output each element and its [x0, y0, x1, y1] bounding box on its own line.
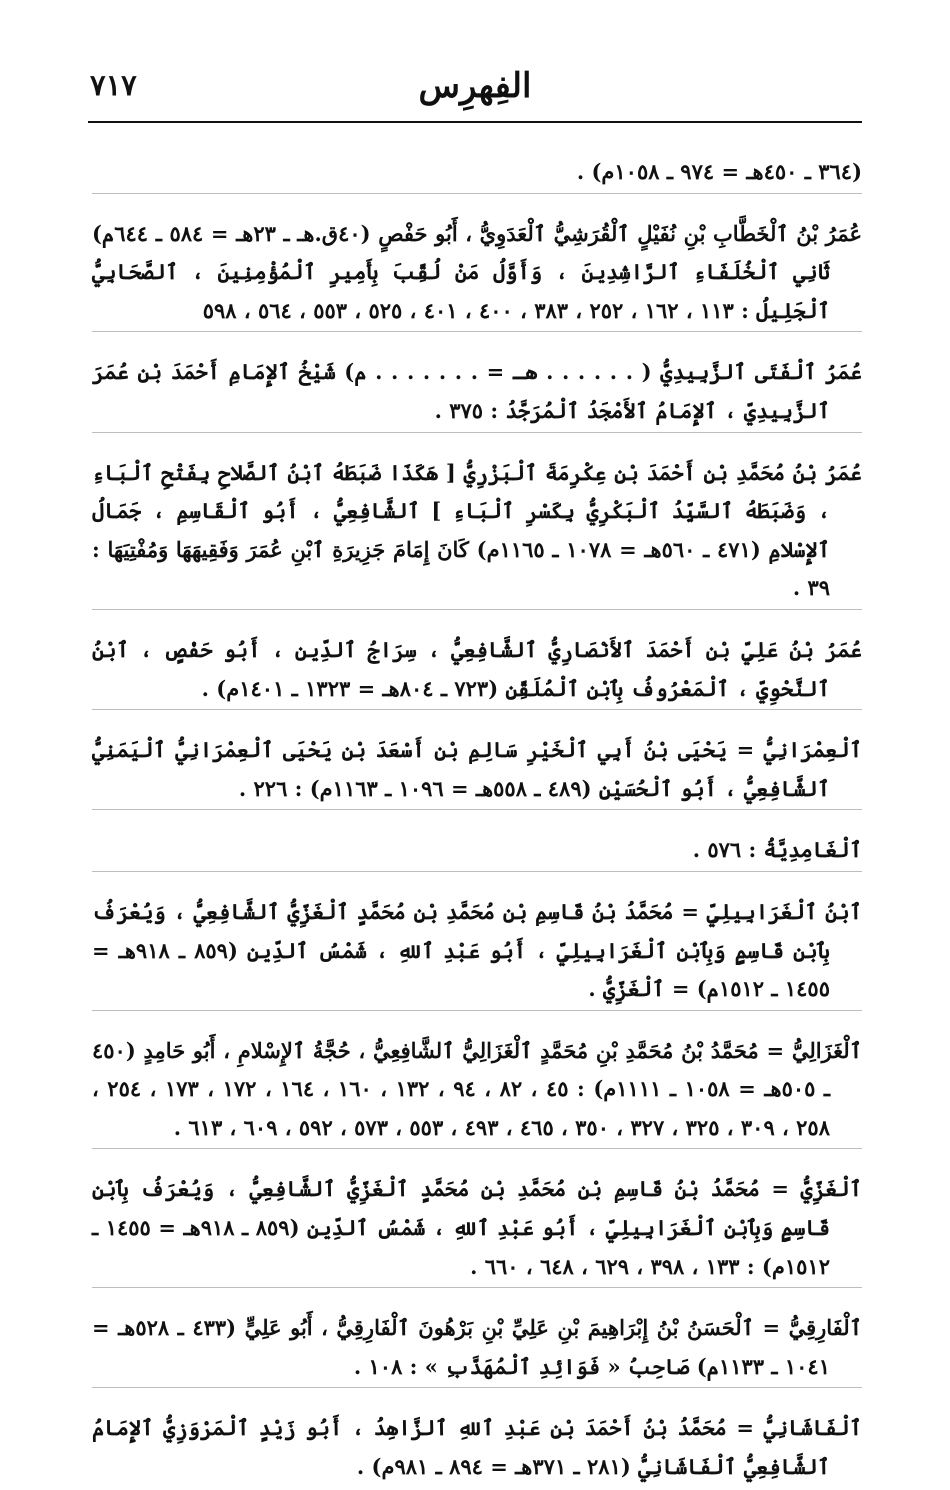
- index-entry: ٱلْغَزَالِيُّ = مُحَمَّدُ بْنُ مُحَمَّدِ بْنِ مُحَمَّدٍ ٱلْغَزَالِيُّ ٱلشَّافِعِيُّ ، حُجَّةُ ٱلإِسْلامِ ، أَبُو حَامِدٍ (٤٥٠ ـ ٥٠٥هـ = ١٠٥٨ ـ ١١١١م) : ٤٥ ، ٨٢ ، ٩٤ ، ١٣٢ ، ١٦٠ ، ١٦٤ ، ١٧٢ ، ١٧٣ ، ٢٥٤ ، ٢٥٨ ، ٣٠٩ ، ٣٢٥ ، ٣٢٧ ، ٣٥٠ ، ٤٦٥ ، ٤٩٣ ، ٥٥٣ ، ٥٧٣ ، ٥٩٢ ، ٦٠٩ ، ٦١٣ .: [92, 1032, 862, 1150]
- index-entry: عُمَرُ بْنُ ٱلْخَطَّابِ بْنِ نُفَيْلٍ ٱلْقُرَشِيُّ ٱلْعَدَوِيُّ ، أَبُو حَفْصٍ (٤٠ق.هـ ـ ٢٣هـ = ٥٨٤ ـ ٦٤٤م) ثَانِي ٱلْخُلَفَاءِ ٱلرَّاشِدِينَ ، وَأَوَّلُ مَنْ لُقِّبَ بِأَمِيرِ ٱلْمُؤْمِنِينَ ، ٱلصَّحَابِيُّ ٱلْجَلِيلُ : ١١٣ ، ١٦٢ ، ٢٥٢ ، ٣٨٣ ، ٤٠٠ ، ٤٠١ ، ٥٢٥ ، ٥٥٣ ، ٥٦٤ ، ٥٩٨: [92, 215, 862, 333]
- index-entry: ٱلْفَاشَانِيُّ = مُحَمَّدُ بْنُ أَحْمَدَ بْنِ عَبْدِ ٱللهِ ٱلزَّاهِدُ ، أَبُو زَيْدٍ ٱلْمَرْوَزِيُّ ٱلإِمَامُ ٱلشَّافِعِيُّ ٱلْفَاشَانِيُّ (٢٨١ ـ ٣٧١هـ = ٨٩٤ ـ ٩٨١م) .: [92, 1415, 862, 1480]
- index-entries: [92, 132, 862, 1490]
- page-header: [90, 58, 860, 120]
- index-entry: عُمَرُ بْنُ عَلِيِّ بْنِ أَحْمَدَ ٱلأَنْصَارِيُّ ٱلشَّافِعِيُّ ، سِرَاجُ ٱلدِّينِ ، أَبُو حَفْصٍ ، ٱبْنُ ٱلنَّحْوِيِّ ، ٱلْمَعْرُوفُ بِٱبْنِ ٱلْمُلَقِّنِ (٧٢٣ ـ ٨٠٤هـ = ١٣٢٣ ـ ١٤٠١م) .: [92, 631, 862, 710]
- page-number: ٧١٧: [90, 68, 137, 102]
- header-divider: [88, 121, 862, 123]
- index-entry: ٱلْفَارِقِيُّ = ٱلْحَسَنُ بْنُ إِبْرَاهِيمَ بْنِ عَلِيِّ بْنِ بَرْهُونَ ٱلْفَارِقِيُّ ، أَبُو عَلِيٍّ (٤٣٣ ـ ٥٢٨هـ = ١٠٤١ ـ ١١٣٣م) صَاحِبُ « فَوَائِدِ ٱلْمُهَذَّبِ » : ١٠٨ .: [92, 1309, 862, 1388]
- index-entry: ٱلْعِمْرَانِيُّ = يَحْيَى بْنُ أَبِي ٱلْخَيْرِ سَالِمِ بْنِ أَسْعَدَ بْنِ يَحْيَى ٱلْعِمْرَانِيُّ ٱلْيَمَنِيُّ ٱلشَّافِعِيُّ ، أَبُو ٱلْحُسَيْنِ (٤٨٩ ـ ٥٥٨هـ = ١٠٩٦ ـ ١١٦٣م) : ٢٢٦ .: [92, 731, 862, 810]
- index-entry: ٱلْغَزِّيُّ = مُحَمَّدُ بْنُ قَاسِمِ بْنِ مُحَمَّدِ بْنِ مُحَمَّدٍ ٱلْغَزِّيُّ ٱلشَّافِعِيُّ ، وَيُعْرَفُ بِٱبْنِ قَاسِمٍ وَبِٱبْنِ ٱلْغَرَابِيلِيِّ ، أَبُو عَبْدِ ٱللهِ ، شَمْسُ ٱلدِّينِ (٨٥٩ ـ ٩١٨هـ = ١٤٥٥ ـ ١٥١٢م) : ١٣٣ ، ٣٩٨ ، ٦٢٩ ، ٦٤٨ ، ٦٦٠ .: [92, 1170, 862, 1288]
- index-entry: (٣٦٤ ـ ٤٥٠هـ = ٩٧٤ ـ ١٠٥٨م) .: [92, 153, 862, 194]
- index-entry: عُمَرُ ٱلْفَتَى ٱلزَّبِيدِيُّ ( . . . . . . هـ = . . . . . . . م) شَيْخُ ٱلإِمَامِ أَحْمَدَ بْنِ عُمَرَ ٱلزَّبِيدِيِّ ، ٱلإِمَامُ ٱلأَمْجَدُ ٱلْمُرَجَّدُ : ٣٧٥ .: [92, 353, 862, 432]
- index-entry: ٱلْغَامِدِيَّةُ : ٥٧٦ .: [92, 831, 862, 872]
- section-title: الفِهرِس: [418, 66, 532, 106]
- index-entry: عُمَرُ بْنُ مُحَمَّدِ بْنِ أَحْمَدَ بْنِ عِكْرِمَةَ ٱلْبَزْرِيُّ [ هَكَذَا ضَبَطَهُ ٱبْنُ ٱلصَّلاحِ بِفَتْحِ ٱلْبَاءِ ، وَضَبَطَهُ ٱلسَّيِّدُ ٱلْبَكْرِيُّ بِكَسْرِ ٱلْبَاءِ ] ٱلشَّافِعِيُّ ، أَبُو ٱلْقَاسِمِ ، جَمَالُ ٱلإِسْلامِ (٤٧١ ـ ٥٦٠هـ = ١٠٧٨ ـ ١١٦٥م) كَانَ إِمَامَ جَزِيرَةِ ٱبْنِ عُمَرَ وَفَقِيهَهَا وَمُفْتِيَهَا : ٣٩ .: [92, 454, 862, 610]
- index-entry: ٱبْنُ ٱلْغَرَابِيلِيِّ = مُحَمَّدُ بْنُ قَاسِمِ بْنِ مُحَمَّدِ بْنِ مُحَمَّدٍ ٱلْغَزِّيُّ ٱلشَّافِعِيُّ ، وَيُعْرَفُ بِٱبْنِ قَاسِمٍ وَبِٱبْنِ ٱلْغَرَابِيلِيِّ ، أَبُو عَبْدِ ٱللهِ ، شَمْسُ ٱلدِّينِ (٨٥٩ ـ ٩١٨هـ = ١٤٥٥ ـ ١٥١٢م) = ٱلْغَزِّيُّ .: [92, 893, 862, 1011]
